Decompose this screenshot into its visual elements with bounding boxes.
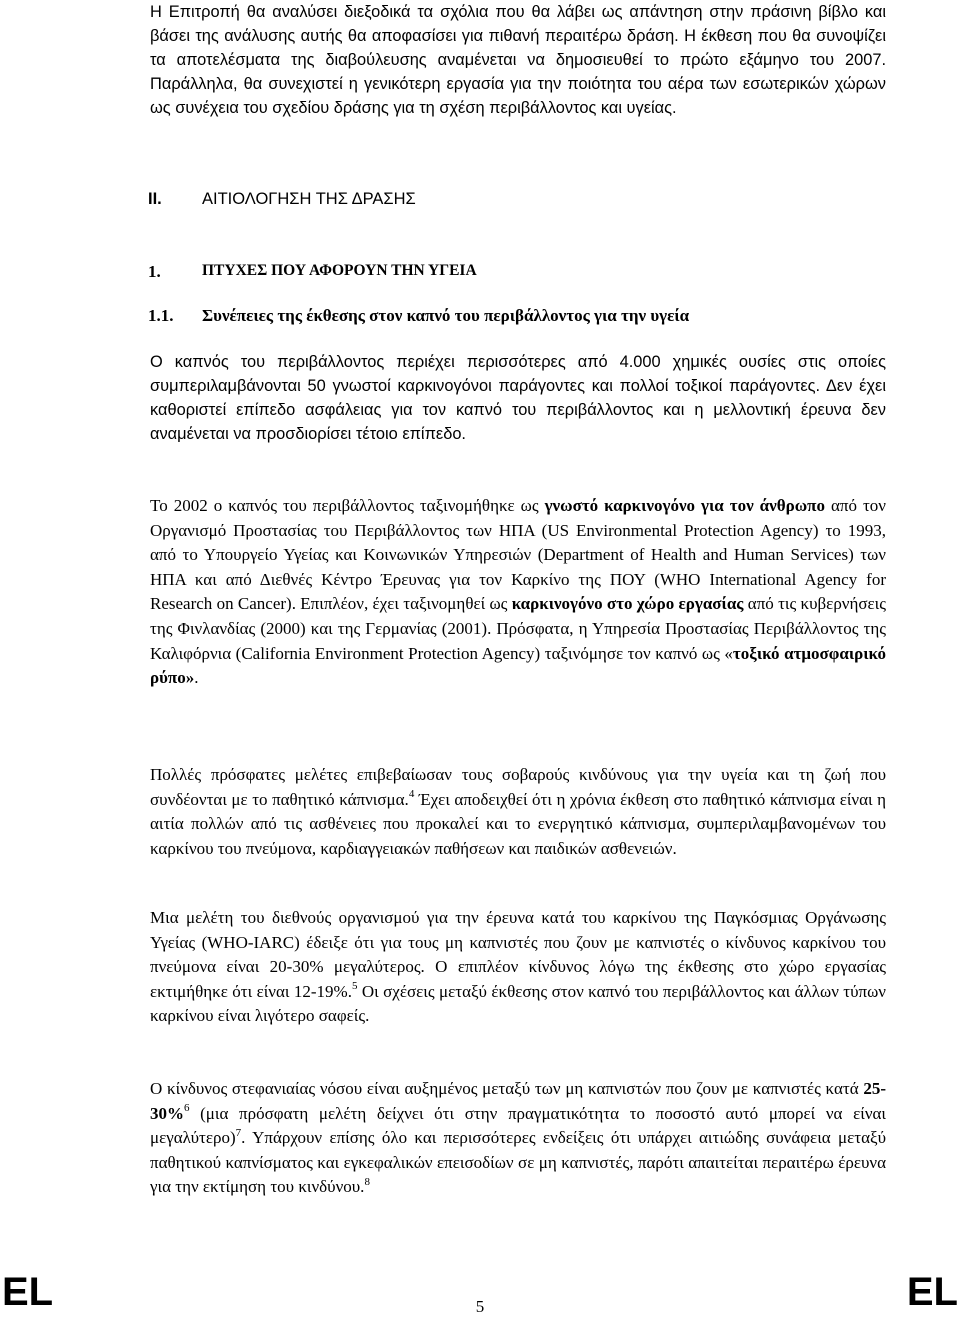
paragraph-1: Ο καπνός του περιβάλλοντος περιέχει περισσότερες από 4.000 χημικές ουσίες στις οποίες συμπεριλαμβάνονται 50 γνωστοί καρκινογόνοι παράγοντες και πολλοί τοξικοί παράγοντες. Δεν έχει καθοριστεί επίπεδο ασφάλειας για τον καπνό του περιβάλλοντος και η μελλοντική έρευνα δεν αναμένεται να προσδιορίσει τέτοιο επίπεδο. bbox=[150, 353, 886, 443]
paragraph-2 bbox=[150, 494, 886, 691]
section-title: ΑΙΤΙΟΛΟΓΗΣΗ ΤΗΣ ΔΡΑΣΗΣ bbox=[202, 190, 416, 208]
p2-text-g: . bbox=[194, 668, 199, 688]
intro-paragraph: Η Επιτροπή θα αναλύσει διεξοδικά τα σχόλια που θα λάβει ως απάντηση στην πράσινη βίβλο και βάσει της ανάλυσης αυτής θα αποφασίσει για πιθανή περαιτέρω δράση. Η έκθεση που θα συνοψίζει τα αποτελέσματα της διαβούλευσης αναμένεται να δημοσιευθεί το πρώτο εξάμηνο του 2007. Παράλληλα, θα συνεχιστεί η γενικότερη εργασία για την ποιότητα του αέρα των εσωτερικών χώρων ως συνέχεια του σχεδίου δράσης για τη σχέση περιβάλλοντος και υγείας. bbox=[150, 3, 886, 117]
footer-language-left: EL bbox=[2, 1270, 54, 1314]
p2-bold-d: καρκινογόνο στο χώρο εργασίας bbox=[511, 594, 744, 614]
footnote-ref: 8 bbox=[364, 1175, 370, 1188]
p5-bold-b: 25-30% bbox=[150, 1079, 886, 1123]
p4-text-b: Οι σχέσεις μεταξύ έκθεσης στον καπνό του περιβάλλοντος και άλλων τύπων καρκίνου είναι λιγότερο σαφείς. bbox=[150, 981, 886, 1026]
subsection-title: ΠΤΥΧΕΣ ΠΟΥ ΑΦΟΡΟΥΝ ΤΗΝ ΥΓΕΙΑ bbox=[202, 262, 477, 279]
page-number: 5 bbox=[475, 1297, 485, 1316]
paragraph-4 bbox=[150, 906, 886, 1029]
p2-bold-b: γνωστό καρκινογόνο για τον άνθρωπο bbox=[544, 496, 825, 515]
footnote-ref: 4 bbox=[408, 787, 415, 800]
paragraph-3 bbox=[150, 763, 886, 861]
subsubsection-title: Συνέπειες της έκθεσης στον καπνό του περιβάλλοντος για την υγεία bbox=[202, 306, 690, 325]
p5-text-d: . Υπάρχουν επίσης όλο και περισσότερες ενδείξεις ότι υπάρχει αιτιώδης συνάφεια μεταξύ παθητικού καπνίσματος και εγκεφαλικών επεισοδίων σε μη καπνιστές, παρότι απαιτείται περαιτέρω έρευνα για την εκτίμηση του κινδύνου. bbox=[150, 1128, 886, 1197]
p3-text-a: Πολλές πρόσφατες μελέτες επιβεβαίωσαν τους σοβαρούς κινδύνους για την υγεία και τη ζωή που συνδέονται με το παθητικό κάπνισμα. bbox=[150, 765, 886, 809]
footnote-ref: 7 bbox=[235, 1126, 242, 1139]
footnote-ref: 5 bbox=[351, 980, 358, 993]
subsubsection-number: 1.1. bbox=[148, 306, 174, 325]
p2-text-e: από τις κυβερνήσεις της Φινλανδίας (2000) και της Γερμανίας (2001). Πρόσφατα, η Υπηρεσία Προστασίας Περιβάλλοντος της Καλιφόρνια (California Environment Protection Agency) ταξινόμησε τον καπνό ως « bbox=[150, 594, 886, 663]
p5-text-a: Ο κίνδυνος στεφανιαίας νόσου είναι αυξημένος μεταξύ των μη καπνιστών που ζουν με καπνιστές κατά bbox=[150, 1079, 864, 1098]
p2-bold-f: τοξικό ατμοσφαιρικό ρύπο» bbox=[150, 643, 886, 688]
p2-text-a: Το 2002 ο καπνός του περιβάλλοντος ταξινομήθηκε ως bbox=[150, 496, 545, 515]
section-number: II. bbox=[148, 190, 162, 208]
subsection-number: 1. bbox=[148, 262, 161, 281]
footnote-ref: 6 bbox=[184, 1101, 190, 1114]
p5-text-c: (μια πρόσφατη μελέτη δείχνει ότι στην πραγματικότητα το ποσοστό αυτό μπορεί να είναι μεγαλύτερο) bbox=[150, 1103, 886, 1148]
p3-text-b: Έχει αποδειχθεί ότι η χρόνια έκθεση στο παθητικό κάπνισμα είναι η αιτία πολλών από τις ασθένειες που προκαλεί και το ενεργητικό κάπνισμα, συμπεριλαμβανομένων του καρκίνου του πνεύμονα, καρδιαγγειακών παθήσεων και παιδικών ασθενειών. bbox=[150, 789, 886, 858]
paragraph-5 bbox=[150, 1077, 886, 1200]
p4-text-a: Μια μελέτη του διεθνούς οργανισμού για την έρευνα κατά του καρκίνου της Παγκόσμιας Οργάνωσης Υγείας (WHO-IARC) έδειξε ότι για τους μη καπνιστές που ζουν με καπνιστές ο κίνδυνος καρκίνου του πνεύμονα είναι 20-30% μεγαλύτερος. Ο επιπλέον κίνδυνος λόγω της έκθεσης στο χώρο εργασίας εκτιμήθηκε ότι είναι 12-19%. bbox=[150, 908, 886, 1001]
footer-language-right: EL bbox=[906, 1270, 958, 1314]
p2-text-c: από τον Οργανισμό Προστασίας του Περιβάλλοντος των ΗΠΑ (US Environmental Protection Agency) το 1993, από το Υπουργείο Υγείας και Κοινωνικών Υπηρεσιών (Department of Health and Human Services) των ΗΠΑ και από Διεθνές Κέντρο Έρευνας για τον Καρκίνο της ΠΟΥ (WHO International Agency for Research on Cancer). Επιπλέον, έχει ταξινομηθεί ως bbox=[150, 496, 886, 614]
